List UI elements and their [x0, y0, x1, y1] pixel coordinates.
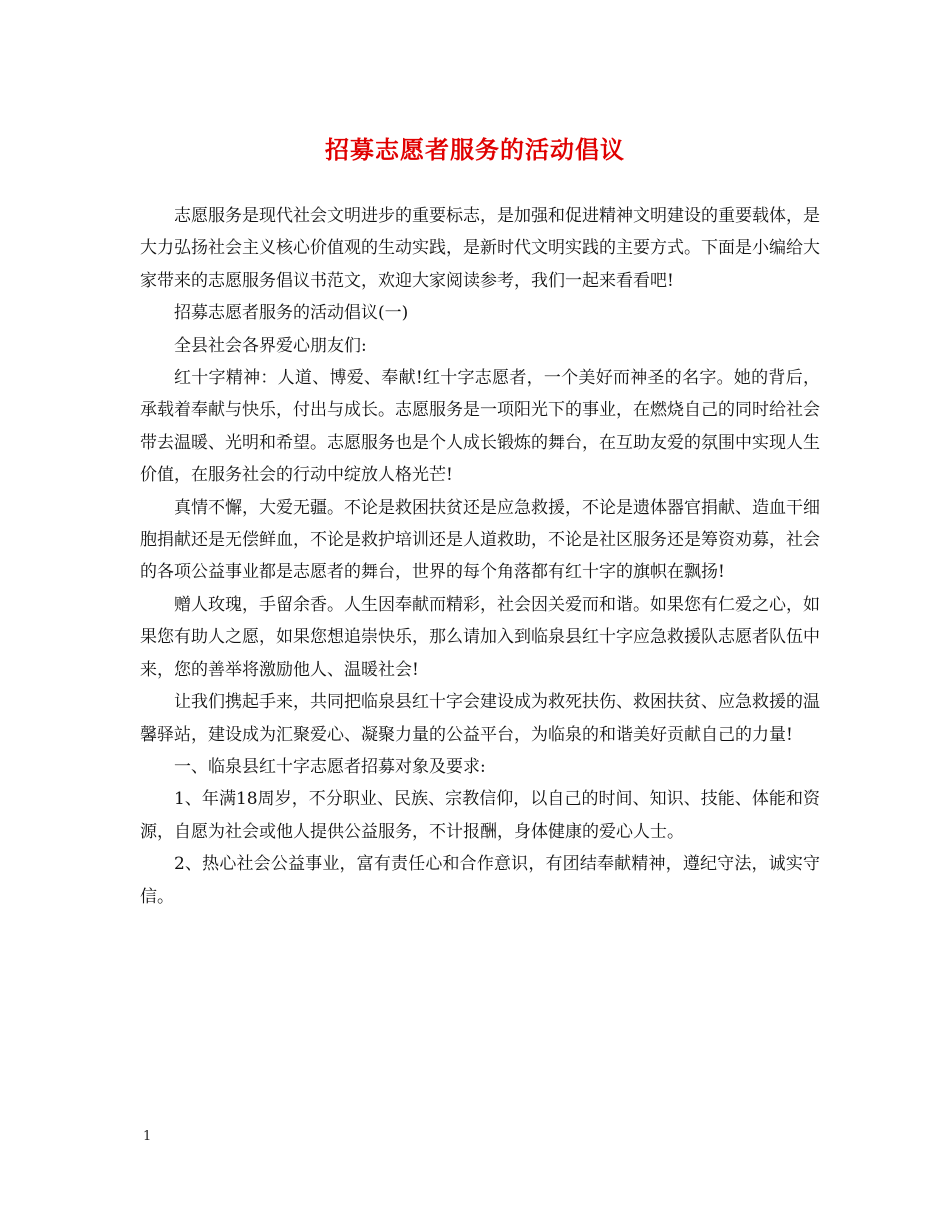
section-heading-recruitment: 一、临泉县红十字志愿者招募对象及要求: [174, 756, 486, 777]
paragraph-red-cross-spirit: 红十字精神：人道、博爱、奉献!红十字志愿者，一个美好而神圣的名字。她的背后，承载着奉献与快乐，付出与成长。志愿服务是一项阳光下的事业，在燃烧自己的同时给社会带去温暖、光明和希望。志愿服务也是个人成长锻炼的舞台，在互助友爱的氛围中实现人生价值，在服务社会的行动中绽放人格光芒! [140, 368, 820, 486]
document-title: 招募志愿者服务的活动倡议 [325, 135, 625, 164]
page-number: 1 [143, 1129, 152, 1144]
paragraph-intro: 志愿服务是现代社会文明进步的重要标志，是加强和促进精神文明建设的重要载体，是大力弘扬社会主义核心价值观的生动实践，是新时代文明实践的主要方式。下面是小编给大家带来的志愿服务倡议书范文，欢迎大家阅读参考，我们一起来看看吧! [140, 206, 820, 291]
list-item-requirement-2: 2、热心社会公益事业，富有责任心和合作意识，有团结奉献精神，遵纪守法，诚实守信。 [140, 854, 820, 907]
paragraph-subtitle: 招募志愿者服务的活动倡议(一) [174, 303, 409, 324]
document-body [140, 200, 820, 913]
paragraph-roses: 赠人玫瑰，手留余香。人生因奉献而精彩，社会因关爱而和谐。如果您有仁爱之心，如果您有助人之愿，如果您想追崇快乐，那么请加入到临泉县红十字应急救援队志愿者队伍中来，您的善举将激励他人、温暖社会! [140, 594, 820, 680]
paragraph-salutation: 全县社会各界爱心朋友们: [174, 335, 367, 356]
list-item-requirement-1: 1、年满18周岁，不分职业、民族、宗教信仰，以自己的时间、知识、技能、体能和资源，自愿为社会或他人提供公益服务，不计报酬，身体健康的爱心人士。 [140, 789, 820, 842]
paragraph-true-love: 真情不懈，大爱无疆。不论是救困扶贫还是应急救援，不论是遗体器官捐献、造血干细胞捐献还是无偿鲜血，不论是救护培训还是人道救助，不论是社区服务还是筹资劝募，社会的各项公益事业都是志愿者的舞台，世界的每个角落都有红十字的旗帜在飘扬! [140, 497, 820, 583]
paragraph-join-hands: 让我们携起手来，共同把临泉县红十字会建设成为救死扶伤、救困扶贫、应急救援的温馨驿站，建设成为汇聚爱心、凝聚力量的公益平台，为临泉的和谐美好贡献自己的力量! [140, 692, 820, 745]
